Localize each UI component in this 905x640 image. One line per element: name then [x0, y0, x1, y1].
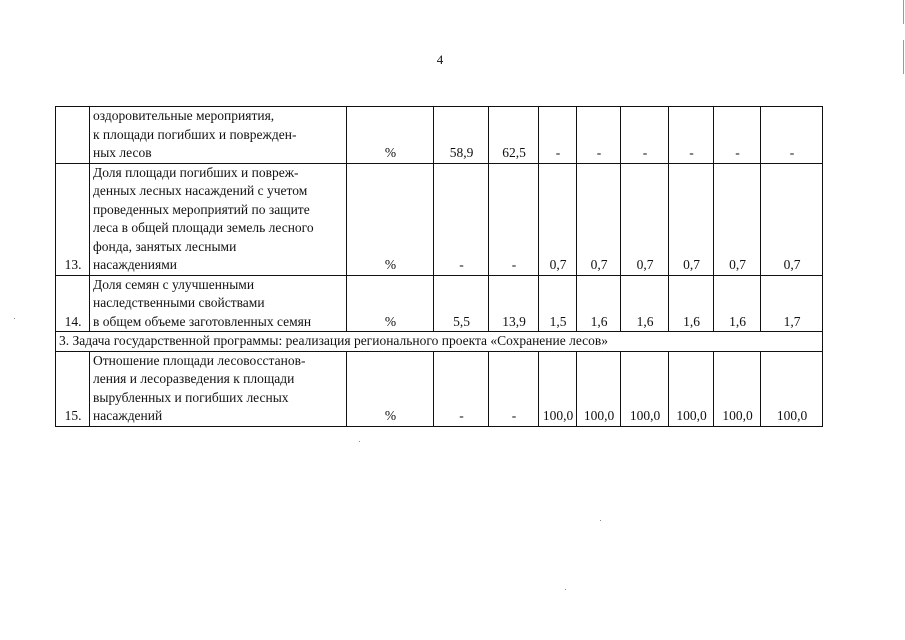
table-row: [56, 351, 823, 426]
indicator-description: [90, 107, 347, 164]
page-number: 4: [436, 52, 444, 67]
table-row: [56, 275, 823, 332]
description-line: Отношение площади лесовосстанов-: [93, 352, 306, 368]
table-row: [56, 163, 823, 275]
description-line: Доля семян с улучшенными: [93, 276, 255, 292]
section-heading: 3. Задача государственной программы: реализация регионального проекта «Сохранение лесов»: [56, 332, 823, 352]
value-cell: -: [539, 107, 577, 164]
value-cell: 100,0: [761, 351, 823, 426]
row-number: [56, 107, 90, 164]
scan-dot: [359, 441, 360, 442]
row-number: 14.: [56, 275, 90, 332]
indicators-table: [55, 106, 823, 427]
table-body: [56, 107, 823, 427]
description-line: в общем объеме заготовленных семян: [93, 313, 312, 329]
description-line: леса в общей площади земель лесного: [93, 220, 314, 235]
value-cell: 5,5: [434, 275, 489, 332]
unit-cell: %: [347, 275, 434, 332]
value-cell: 1,6: [577, 275, 621, 332]
value-cell: 1,6: [714, 275, 761, 332]
value-cell: 1,6: [621, 275, 669, 332]
value-cell: -: [434, 163, 489, 275]
description-line: проведенных мероприятий по защите: [93, 201, 310, 217]
value-cell: -: [714, 107, 761, 164]
description-line: наследственными свойствами: [93, 295, 265, 310]
value-cell: 0,7: [714, 163, 761, 275]
value-cell: -: [669, 107, 714, 164]
value-cell: 1,7: [761, 275, 823, 332]
value-cell: 0,7: [539, 163, 577, 275]
description-line: вырубленных и погибших лесных: [93, 389, 289, 405]
value-cell: 100,0: [539, 351, 577, 426]
value-cell: -: [577, 107, 621, 164]
value-cell: 1,6: [669, 275, 714, 332]
value-cell: 0,7: [669, 163, 714, 275]
value-cell: -: [489, 163, 539, 275]
description-line: оздоровительные мероприятия,: [93, 108, 275, 123]
table-row: [56, 107, 823, 164]
value-cell: -: [761, 107, 823, 164]
value-cell: -: [621, 107, 669, 164]
section-row: [56, 332, 823, 352]
description-line: насаждений: [93, 408, 163, 423]
value-cell: 62,5: [489, 107, 539, 164]
margin-mark: [903, 40, 904, 74]
value-cell: 100,0: [621, 351, 669, 426]
indicator-description: [90, 275, 347, 332]
unit-cell: %: [347, 351, 434, 426]
unit-cell: %: [347, 107, 434, 164]
value-cell: -: [489, 351, 539, 426]
scan-dot: [14, 318, 15, 319]
value-cell: 13,9: [489, 275, 539, 332]
value-cell: 0,7: [577, 163, 621, 275]
description-line: ления и лесоразведения к площади: [93, 371, 295, 386]
description-line: ных лесов: [93, 145, 152, 160]
value-cell: 100,0: [669, 351, 714, 426]
margin-mark: [903, 0, 904, 24]
scan-dot: [565, 589, 566, 590]
row-number: 13.: [56, 163, 90, 275]
description-line: денных лесных насаждений с учетом: [93, 183, 308, 198]
description-line: к площади погибших и поврежден-: [93, 126, 297, 142]
description-line: насаждениями: [93, 257, 177, 272]
value-cell: 0,7: [761, 163, 823, 275]
scan-dot: [600, 520, 601, 521]
value-cell: 100,0: [577, 351, 621, 426]
value-cell: -: [434, 351, 489, 426]
value-cell: 0,7: [621, 163, 669, 275]
row-number: 15.: [56, 351, 90, 426]
indicator-description: [90, 163, 347, 275]
description-line: Доля площади погибших и повреж-: [93, 164, 299, 180]
unit-cell: %: [347, 163, 434, 275]
value-cell: 58,9: [434, 107, 489, 164]
value-cell: 1,5: [539, 275, 577, 332]
description-line: фонда, занятых лесными: [93, 238, 237, 254]
value-cell: 100,0: [714, 351, 761, 426]
indicator-description: [90, 351, 347, 426]
